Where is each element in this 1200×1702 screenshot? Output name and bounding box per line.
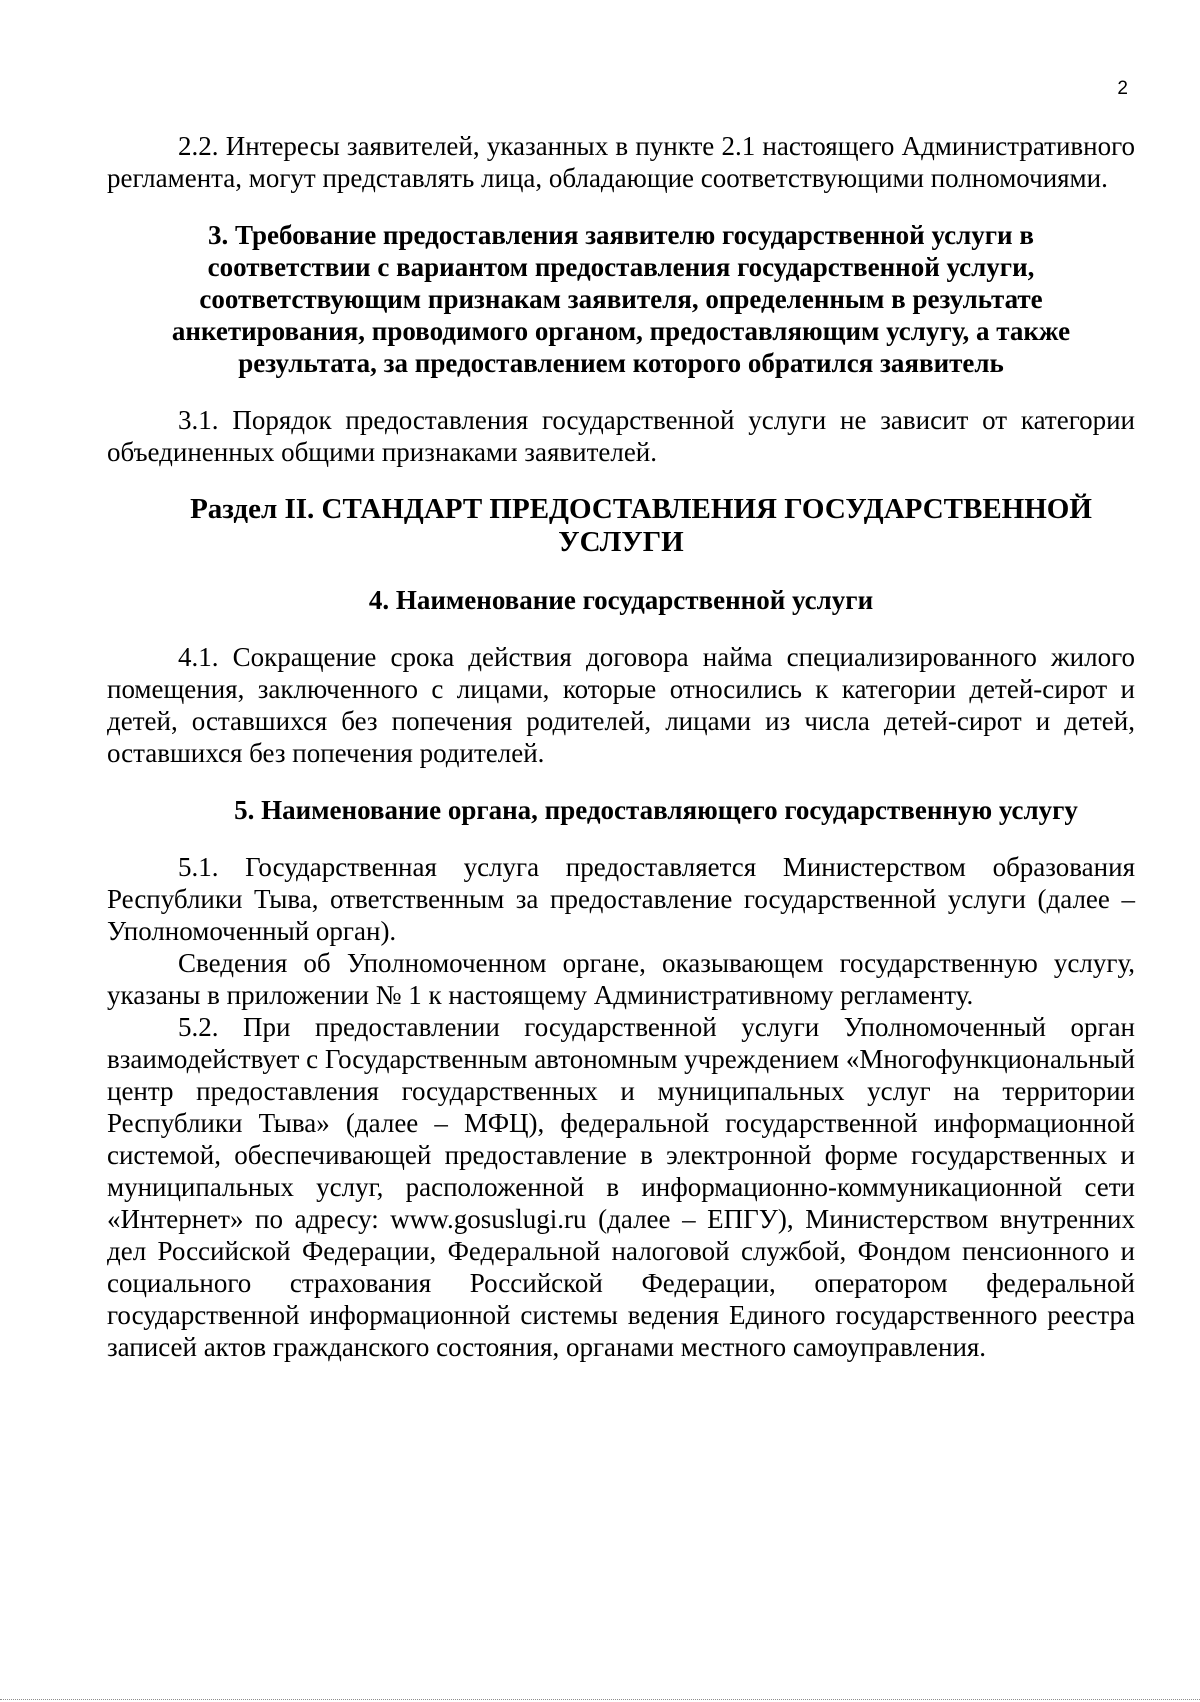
spacer [107, 769, 1135, 794]
paragraph-5-1: 5.1. Государственная услуга предоставляется Министерством образования Республики Тыва, ответственным за предоставление государственной услуги (далее – Уполномоченный орган). [107, 852, 1135, 946]
spacer [107, 559, 1135, 584]
document-body [107, 130, 1135, 1363]
heading-part-2 [107, 493, 1135, 559]
heading-section-5: 5. Наименование органа, предоставляющего государственную услугу [234, 795, 1078, 825]
paragraph-5-2: 5.2. При предоставлении государственной услуги Уполномоченный орган взаимодействует с Государственным автономным учреждением «Многофункциональный центр предоставления государственных и муниципальных услуг на территории Республики Тыва» (далее – МФЦ), федеральной государственной информационной системой, обеспечивающей предоставление в электронной форме государственных и муниципальных услуг, расположенной в информационно-коммуникационной сети «Интернет» по адресу: www.gosuslugi.ru (далее – ЕПГУ), Министерством внутренних дел Российской Федерации, Федеральной налоговой службой, Фондом пенсионного и социального страхования Российской Федерации, оператором федеральной государственной информационной системы ведения Единого государственного реестра записей актов гражданского состояния, органами местного самоуправления. [107, 1012, 1135, 1362]
paragraph-4-1: 4.1. Сокращение срока действия договора найма специализированного жилого помещения, заключенного с лицами, которые относились к категории детей-сирот и детей, оставшихся без попечения родителей, лицами из числа детей-сирот и детей, оставшихся без попечения родителей. [107, 642, 1135, 768]
heading-part-2-line-2: УСЛУГИ [558, 526, 684, 558]
heading-section-3: 3. Требование предоставления заявителю государственной услуги в соответствии с вариантом предоставления государственной услуги, соответствующим признакам заявителя, определенным в результате анкетирования, проводимого органом, предоставляющим услугу, а также результата, за предоставлением которого обратился заявитель [171, 220, 1071, 378]
paragraph-2-2: 2.2. Интересы заявителей, указанных в пункте 2.1 настоящего Административного регламента, могут представлять лица, обладающие соответствующими полномочиями. [107, 131, 1135, 193]
spacer [107, 616, 1135, 641]
paragraph-5-1-info: Сведения об Уполномоченном органе, оказывающем государственную услугу, указаны в приложении № 1 к настоящему Административному регламенту. [107, 948, 1135, 1010]
spacer [107, 194, 1135, 219]
paragraph-3-1: 3.1. Порядок предоставления государственной услуги не зависит от категории объединенных общими признаками заявителей. [107, 405, 1135, 467]
spacer [107, 379, 1135, 404]
page-bottom-edge [0, 1699, 1200, 1700]
heading-part-2-line-1: Раздел II. СТАНДАРТ ПРЕДОСТАВЛЕНИЯ ГОСУДАРСТВЕННОЙ [190, 493, 1092, 525]
heading-section-4: 4. Наименование государственной услуги [368, 585, 874, 615]
spacer [107, 468, 1135, 493]
page-number: 2 [1117, 78, 1128, 99]
spacer [107, 826, 1135, 851]
